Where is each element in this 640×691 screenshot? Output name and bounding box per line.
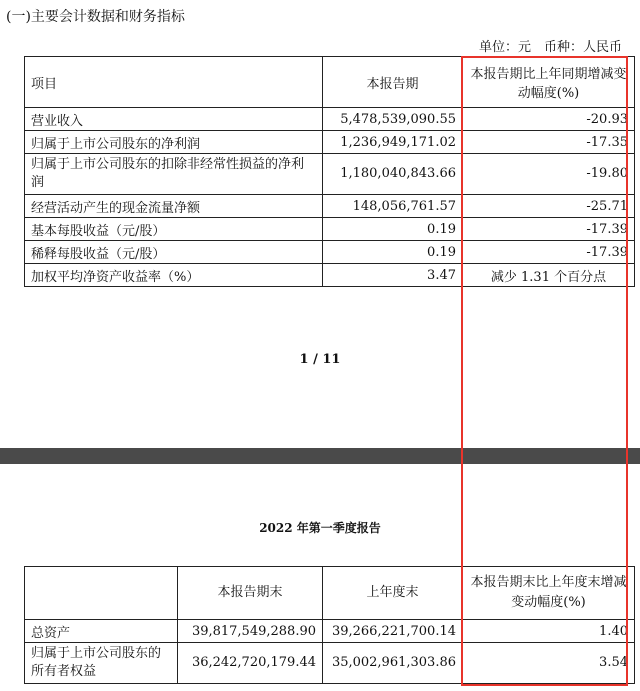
header-current-end: 本报告期末	[178, 567, 323, 620]
row-change: -25.71	[463, 195, 635, 218]
row-current-end: 36,242,720,179.44	[178, 643, 323, 684]
row-change: -20.93	[463, 108, 635, 131]
row-item: 归属于上市公司股东的所有者权益	[25, 643, 178, 684]
report-title: 2022 年第一季度报告	[259, 521, 381, 535]
header-prior-end: 上年度末	[323, 567, 463, 620]
header-item: 项目	[25, 57, 323, 108]
row-item: 总资产	[25, 620, 178, 643]
row-change: -19.80	[463, 154, 635, 195]
table-row	[25, 131, 635, 154]
row-change: -17.39	[463, 241, 635, 264]
row-change: -17.39	[463, 218, 635, 241]
row-current: 1,236,949,171.02	[323, 131, 463, 154]
row-current: 148,056,761.57	[323, 195, 463, 218]
header-change: 本报告期末比上年度末增减变动幅度(%)	[463, 567, 635, 620]
key-financial-data-table	[24, 56, 635, 287]
row-item: 归属于上市公司股东的扣除非经常性损益的净利润	[25, 154, 323, 195]
row-current: 0.19	[323, 241, 463, 264]
table-row	[25, 154, 635, 195]
page-number: 1 / 11	[299, 352, 341, 367]
section-title: (一)主要会计数据和财务指标	[6, 9, 185, 25]
table-row	[25, 643, 635, 684]
row-change: -17.35	[463, 131, 635, 154]
row-change: 减少 1.31 个百分点	[463, 264, 635, 287]
table-header-row	[25, 567, 635, 620]
page-separator	[0, 448, 640, 464]
table-row	[25, 108, 635, 131]
row-item: 稀释每股收益（元/股）	[25, 241, 323, 264]
table-header-row	[25, 57, 635, 108]
balance-sheet-table	[24, 566, 635, 684]
row-item: 归属于上市公司股东的净利润	[25, 131, 323, 154]
row-item: 营业收入	[25, 108, 323, 131]
row-current-end: 39,817,549,288.90	[178, 620, 323, 643]
table-row	[25, 195, 635, 218]
row-current: 1,180,040,843.66	[323, 154, 463, 195]
table-row	[25, 620, 635, 643]
row-current: 3.47	[323, 264, 463, 287]
table-row	[25, 241, 635, 264]
row-prior-end: 35,002,961,303.86	[323, 643, 463, 684]
header-blank	[25, 567, 178, 620]
row-item: 加权平均净资产收益率（%）	[25, 264, 323, 287]
table-row	[25, 264, 635, 287]
row-current: 0.19	[323, 218, 463, 241]
table-row	[25, 218, 635, 241]
row-item: 经营活动产生的现金流量净额	[25, 195, 323, 218]
row-change: 3.54	[463, 643, 635, 684]
unit-currency-line: 单位：元 币种：人民币	[478, 40, 622, 55]
row-change: 1.40	[463, 620, 635, 643]
row-prior-end: 39,266,221,700.14	[323, 620, 463, 643]
row-item: 基本每股收益（元/股）	[25, 218, 323, 241]
header-yoy-change: 本报告期比上年同期增减变动幅度(%)	[463, 57, 635, 108]
header-current-period: 本报告期	[323, 57, 463, 108]
row-current: 5,478,539,090.55	[323, 108, 463, 131]
